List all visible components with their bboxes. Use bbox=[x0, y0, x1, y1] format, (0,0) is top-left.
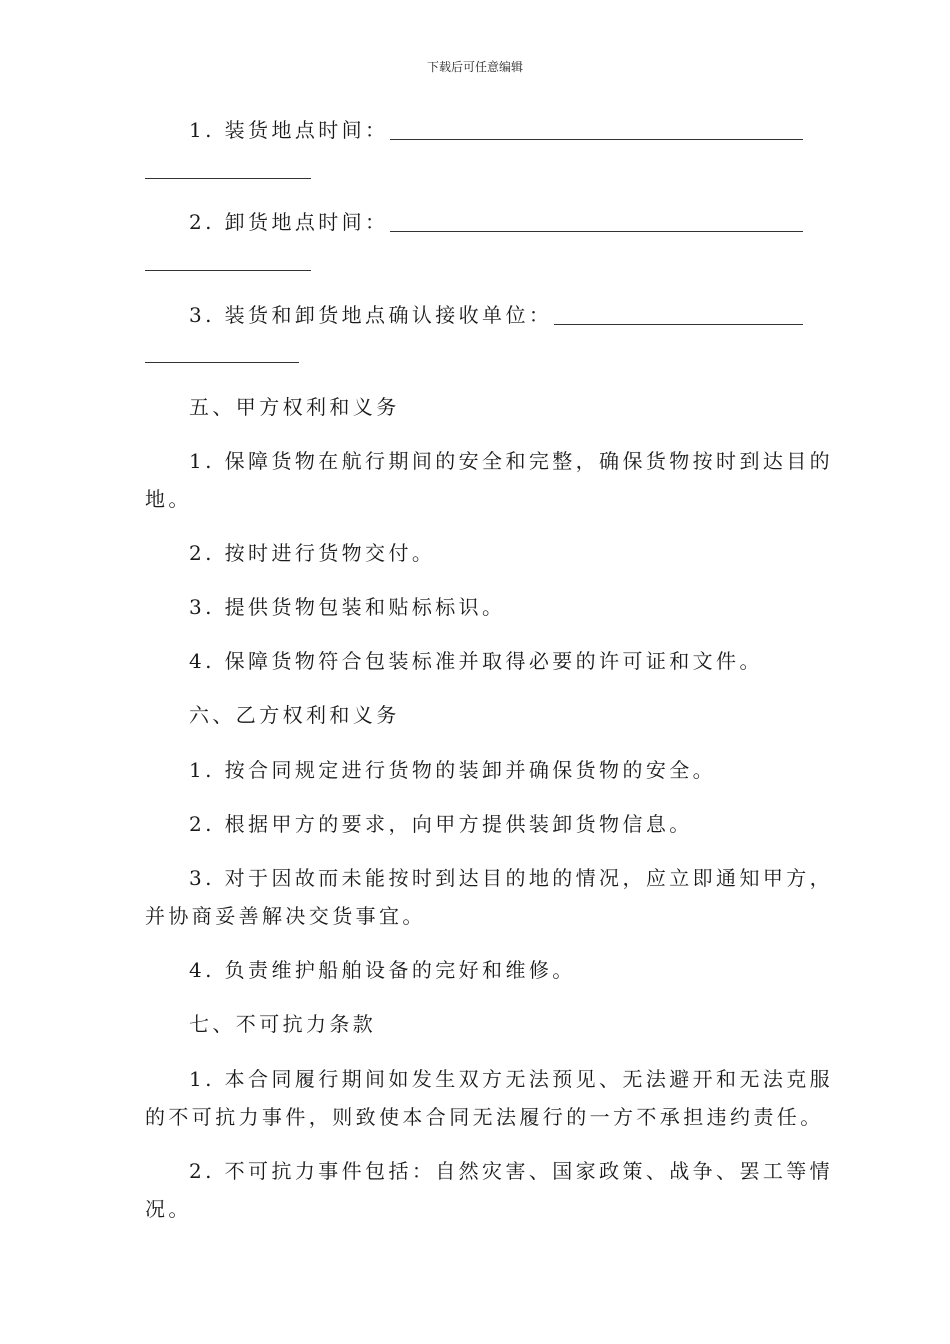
field-label: 2. 卸货地点时间： bbox=[189, 210, 389, 234]
paragraph-line: 2. 不可抗力事件包括：自然灾害、国家政策、战争、罢工等情 bbox=[189, 1159, 834, 1183]
section-heading: 六、乙方权利和义务 bbox=[189, 703, 400, 727]
paragraph-line: 3. 提供货物包装和贴标标识。 bbox=[189, 595, 506, 619]
paragraph-line: 1. 按合同规定进行货物的装卸并确保货物的安全。 bbox=[189, 758, 717, 782]
paragraph-line: 并协商妥善解决交货事宜。 bbox=[145, 904, 426, 928]
blank-line-continuation bbox=[145, 270, 311, 271]
paragraph-line: 1. 本合同履行期间如发生双方无法预见、无法避开和无法克服 bbox=[189, 1067, 834, 1091]
blank-line-continuation bbox=[145, 178, 311, 179]
loading-time-field bbox=[189, 112, 803, 148]
paragraph-line: 的不可抗力事件，则致使本合同无法履行的一方不承担违约责任。 bbox=[145, 1105, 824, 1129]
blank-line bbox=[390, 139, 803, 140]
field-label: 3. 装货和卸货地点确认接收单位： bbox=[189, 303, 553, 327]
paragraph-line: 2. 按时进行货物交付。 bbox=[189, 541, 436, 565]
section-heading: 七、不可抗力条款 bbox=[189, 1012, 377, 1036]
receiving-unit-field bbox=[189, 297, 803, 333]
blank-line-continuation bbox=[145, 362, 299, 363]
field-label: 1. 装货地点时间： bbox=[189, 118, 389, 142]
paragraph-line: 4. 负责维护船舶设备的完好和维修。 bbox=[189, 958, 576, 982]
page-header-note: 下载后可任意编辑 bbox=[426, 60, 523, 74]
paragraph-line: 况。 bbox=[145, 1197, 192, 1221]
paragraph-line: 1. 保障货物在航行期间的安全和完整，确保货物按时到达目的 bbox=[189, 449, 834, 473]
paragraph-line: 地。 bbox=[145, 487, 192, 511]
blank-line bbox=[390, 231, 803, 232]
blank-line bbox=[554, 324, 803, 325]
section-heading: 五、甲方权利和义务 bbox=[189, 395, 400, 419]
paragraph-line: 3. 对于因故而未能按时到达目的地的情况，应立即通知甲方， bbox=[189, 866, 834, 890]
paragraph-line: 4. 保障货物符合包装标准并取得必要的许可证和文件。 bbox=[189, 649, 763, 673]
unloading-time-field bbox=[189, 204, 803, 240]
paragraph-line: 2. 根据甲方的要求，向甲方提供装卸货物信息。 bbox=[189, 812, 693, 836]
